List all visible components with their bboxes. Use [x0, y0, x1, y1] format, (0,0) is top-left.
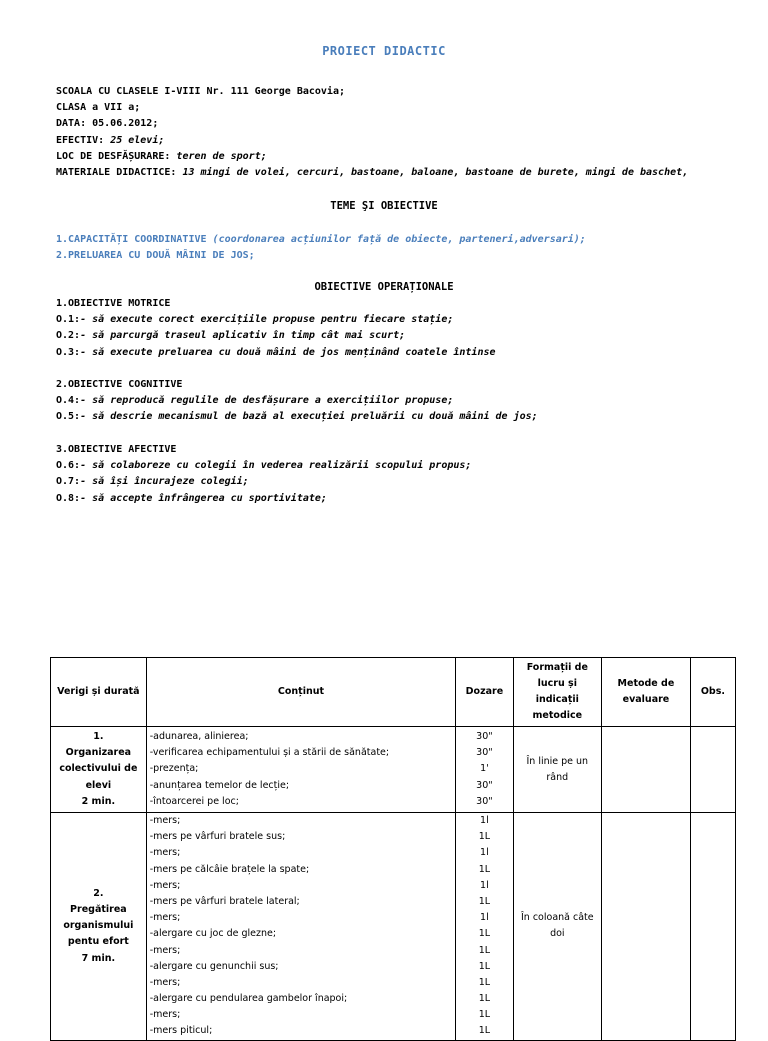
info-label: EFECTIV: — [56, 134, 111, 146]
objective-code: O.5: — [56, 411, 81, 423]
dozare-value: 1L — [478, 960, 491, 972]
content-line: -mers; — [149, 944, 181, 956]
teme-list — [56, 232, 586, 264]
section-title: 3.OBIECTIVE AFECTIVE — [56, 444, 177, 455]
cell-obs — [690, 727, 735, 813]
dozare-value: 1L — [478, 976, 491, 988]
verigi-line: 7 min. — [81, 952, 116, 964]
dozare-value: 1l — [480, 912, 489, 924]
content-line: -mers piticul; — [149, 1025, 213, 1037]
info-line — [56, 149, 688, 165]
objective-code: O.8: — [56, 492, 81, 504]
cell-metode — [602, 813, 691, 1041]
content-line: -mers; — [149, 879, 181, 891]
document-title: PROIECT DIDACTIC — [322, 44, 446, 58]
content-line: -alergare cu joc de glezne; — [149, 928, 277, 940]
info-line — [56, 84, 688, 100]
objective-item — [56, 474, 471, 490]
header-obs: Obs. — [690, 658, 735, 727]
objective-text: - să execute corect exercițiile propuse pentru fiecare stație; — [80, 314, 454, 326]
tema-label: 2.PRELUAREA CU DOUĂ MÂINI DE JOS; — [56, 250, 255, 261]
dozare-value: 1l — [480, 815, 489, 827]
table-header-row — [51, 658, 736, 727]
section-afective — [56, 442, 471, 507]
objective-code: O.3: — [56, 346, 81, 358]
lesson-plan-table — [50, 657, 736, 1041]
verigi-line: colectivului de — [59, 763, 138, 775]
info-line — [56, 116, 688, 132]
header-formatii: Formații de lucru și indicații metodice — [513, 658, 601, 727]
verigi-line: 2. — [93, 887, 104, 899]
content-line: -alergare cu pendularea gambelor înapoi; — [149, 993, 348, 1005]
objective-item — [56, 393, 538, 409]
objective-text: - să reproducă regulile de desfășurare a exercițiilor propuse; — [80, 395, 454, 407]
verigi-line: 2 min. — [81, 795, 116, 807]
info-label: MATERIALE DIDACTICE: — [56, 167, 183, 179]
verigi-line: Pregătirea — [70, 904, 127, 916]
cell-verigi — [51, 813, 147, 1041]
content-line: -întoarcerei pe loc; — [149, 795, 239, 807]
objective-text: - să parcurgă traseul aplicativ în timp cât mai scurt; — [80, 330, 406, 342]
objective-text: - să colaboreze cu colegii în vederea realizării scopului propus; — [80, 460, 472, 472]
dozare-value: 1L — [478, 1025, 491, 1037]
table-row — [51, 813, 736, 1041]
section-cognitive — [56, 377, 538, 426]
content-line: -mers; — [149, 976, 181, 988]
content-line: -adunarea, alinierea; — [149, 731, 249, 743]
verigi-line: Organizarea — [65, 747, 132, 759]
dozare-value: 1l — [480, 879, 489, 891]
info-label: CLASA a VII a; — [56, 102, 141, 114]
info-line — [56, 133, 688, 149]
objective-item — [56, 328, 496, 344]
content-line: -verificarea echipamentului și a stării de sănătate; — [149, 747, 390, 759]
cell-dozare — [456, 727, 513, 813]
content-line: -prezența; — [149, 763, 199, 775]
obiective-heading: OBIECTIVE OPERAȚIONALE — [314, 281, 454, 293]
dozare-value: 1L — [478, 863, 491, 875]
table-row — [51, 727, 736, 813]
section-title: 2.OBIECTIVE COGNITIVE — [56, 379, 183, 390]
cell-metode — [602, 727, 691, 813]
verigi-line: pentu efort — [67, 936, 129, 948]
objective-text: - să execute preluarea cu două mâini de jos menținând coatele întinse — [80, 346, 496, 358]
dozare-value: 30" — [476, 795, 493, 807]
objective-item — [56, 491, 471, 507]
section-motrice — [56, 296, 496, 361]
dozare-value: 1' — [480, 763, 489, 775]
content-line: -mers pe vârfuri bratele sus; — [149, 831, 286, 843]
objective-code: O.6: — [56, 460, 81, 472]
dozare-value: 1L — [478, 944, 491, 956]
info-line — [56, 165, 688, 181]
objective-code: O.7: — [56, 476, 81, 488]
header-continut: Conținut — [146, 658, 455, 727]
cell-formatii: În coloană câte doi — [513, 813, 601, 1041]
objective-item — [56, 458, 471, 474]
objective-item — [56, 409, 538, 425]
dozare-value: 1L — [478, 831, 491, 843]
content-line: -mers; — [149, 815, 181, 827]
dozare-value: 1L — [478, 1009, 491, 1021]
content-line: -anunțarea temelor de lecție; — [149, 779, 290, 791]
tema-line — [56, 232, 586, 248]
objective-text: - să accepte înfrângerea cu sportivitate; — [80, 492, 327, 504]
objective-item — [56, 345, 496, 361]
dozare-value: 30" — [476, 779, 493, 791]
objective-code: O.4: — [56, 395, 81, 407]
cell-formatii: În linie pe un rând — [513, 727, 601, 813]
school-info — [56, 84, 688, 181]
cell-dozare — [456, 813, 513, 1041]
dozare-value: 1L — [478, 993, 491, 1005]
content-line: -mers pe călcâie brațele la spate; — [149, 863, 310, 875]
dozare-value: 30" — [476, 747, 493, 759]
objective-code: O.1: — [56, 314, 81, 326]
cell-verigi — [51, 727, 147, 813]
info-value: 13 mingi de volei, cercuri, bastoane, baloane, bastoane de burete, mingi de baschet, — [182, 167, 689, 179]
content-line: -alergare cu genunchii sus; — [149, 960, 279, 972]
info-label: SCOALA CU CLASELE I-VIII Nr. 111 George Bacovia; — [56, 86, 345, 97]
dozare-value: 1l — [480, 847, 489, 859]
content-line: -mers; — [149, 847, 181, 859]
header-verigi: Verigi și durată — [51, 658, 147, 727]
cell-continut — [146, 813, 455, 1041]
content-line: -mers pe vârfuri bratele lateral; — [149, 895, 300, 907]
header-dozare: Dozare — [456, 658, 513, 727]
info-value: 25 elevi; — [110, 134, 165, 146]
teme-heading: TEME ŞI OBIECTIVE — [330, 200, 438, 212]
objective-text: - să descrie mecanismul de bază al execuției preluării cu două mâini de jos; — [80, 411, 538, 423]
objective-item — [56, 312, 496, 328]
verigi-line: 1. — [93, 731, 104, 742]
info-label: LOC DE DESFĂȘURARE: — [56, 150, 177, 162]
dozare-value: 30" — [476, 731, 493, 743]
content-line: -mers; — [149, 1009, 181, 1021]
tema-detail: (coordonarea acțiunilor față de obiecte, parteneri,adversari); — [212, 234, 586, 245]
cell-continut — [146, 727, 455, 813]
dozare-value: 1L — [478, 928, 491, 940]
info-value: teren de sport; — [176, 150, 267, 162]
content-line: -mers; — [149, 912, 181, 924]
info-line — [56, 100, 688, 116]
objective-text: - să își încurajeze colegii; — [80, 476, 249, 488]
section-title: 1.OBIECTIVE MOTRICE — [56, 298, 171, 309]
tema-label: 1.CAPACITĂȚI COORDINATIVE — [56, 234, 213, 245]
info-label: DATA: 05.06.2012; — [56, 118, 159, 130]
tema-line — [56, 248, 586, 264]
verigi-line: elevi — [85, 779, 112, 791]
dozare-value: 1L — [478, 895, 491, 907]
verigi-line: organismului — [63, 920, 134, 932]
cell-obs — [690, 813, 735, 1041]
objective-code: O.2: — [56, 330, 81, 342]
header-metode: Metode de evaluare — [602, 658, 691, 727]
